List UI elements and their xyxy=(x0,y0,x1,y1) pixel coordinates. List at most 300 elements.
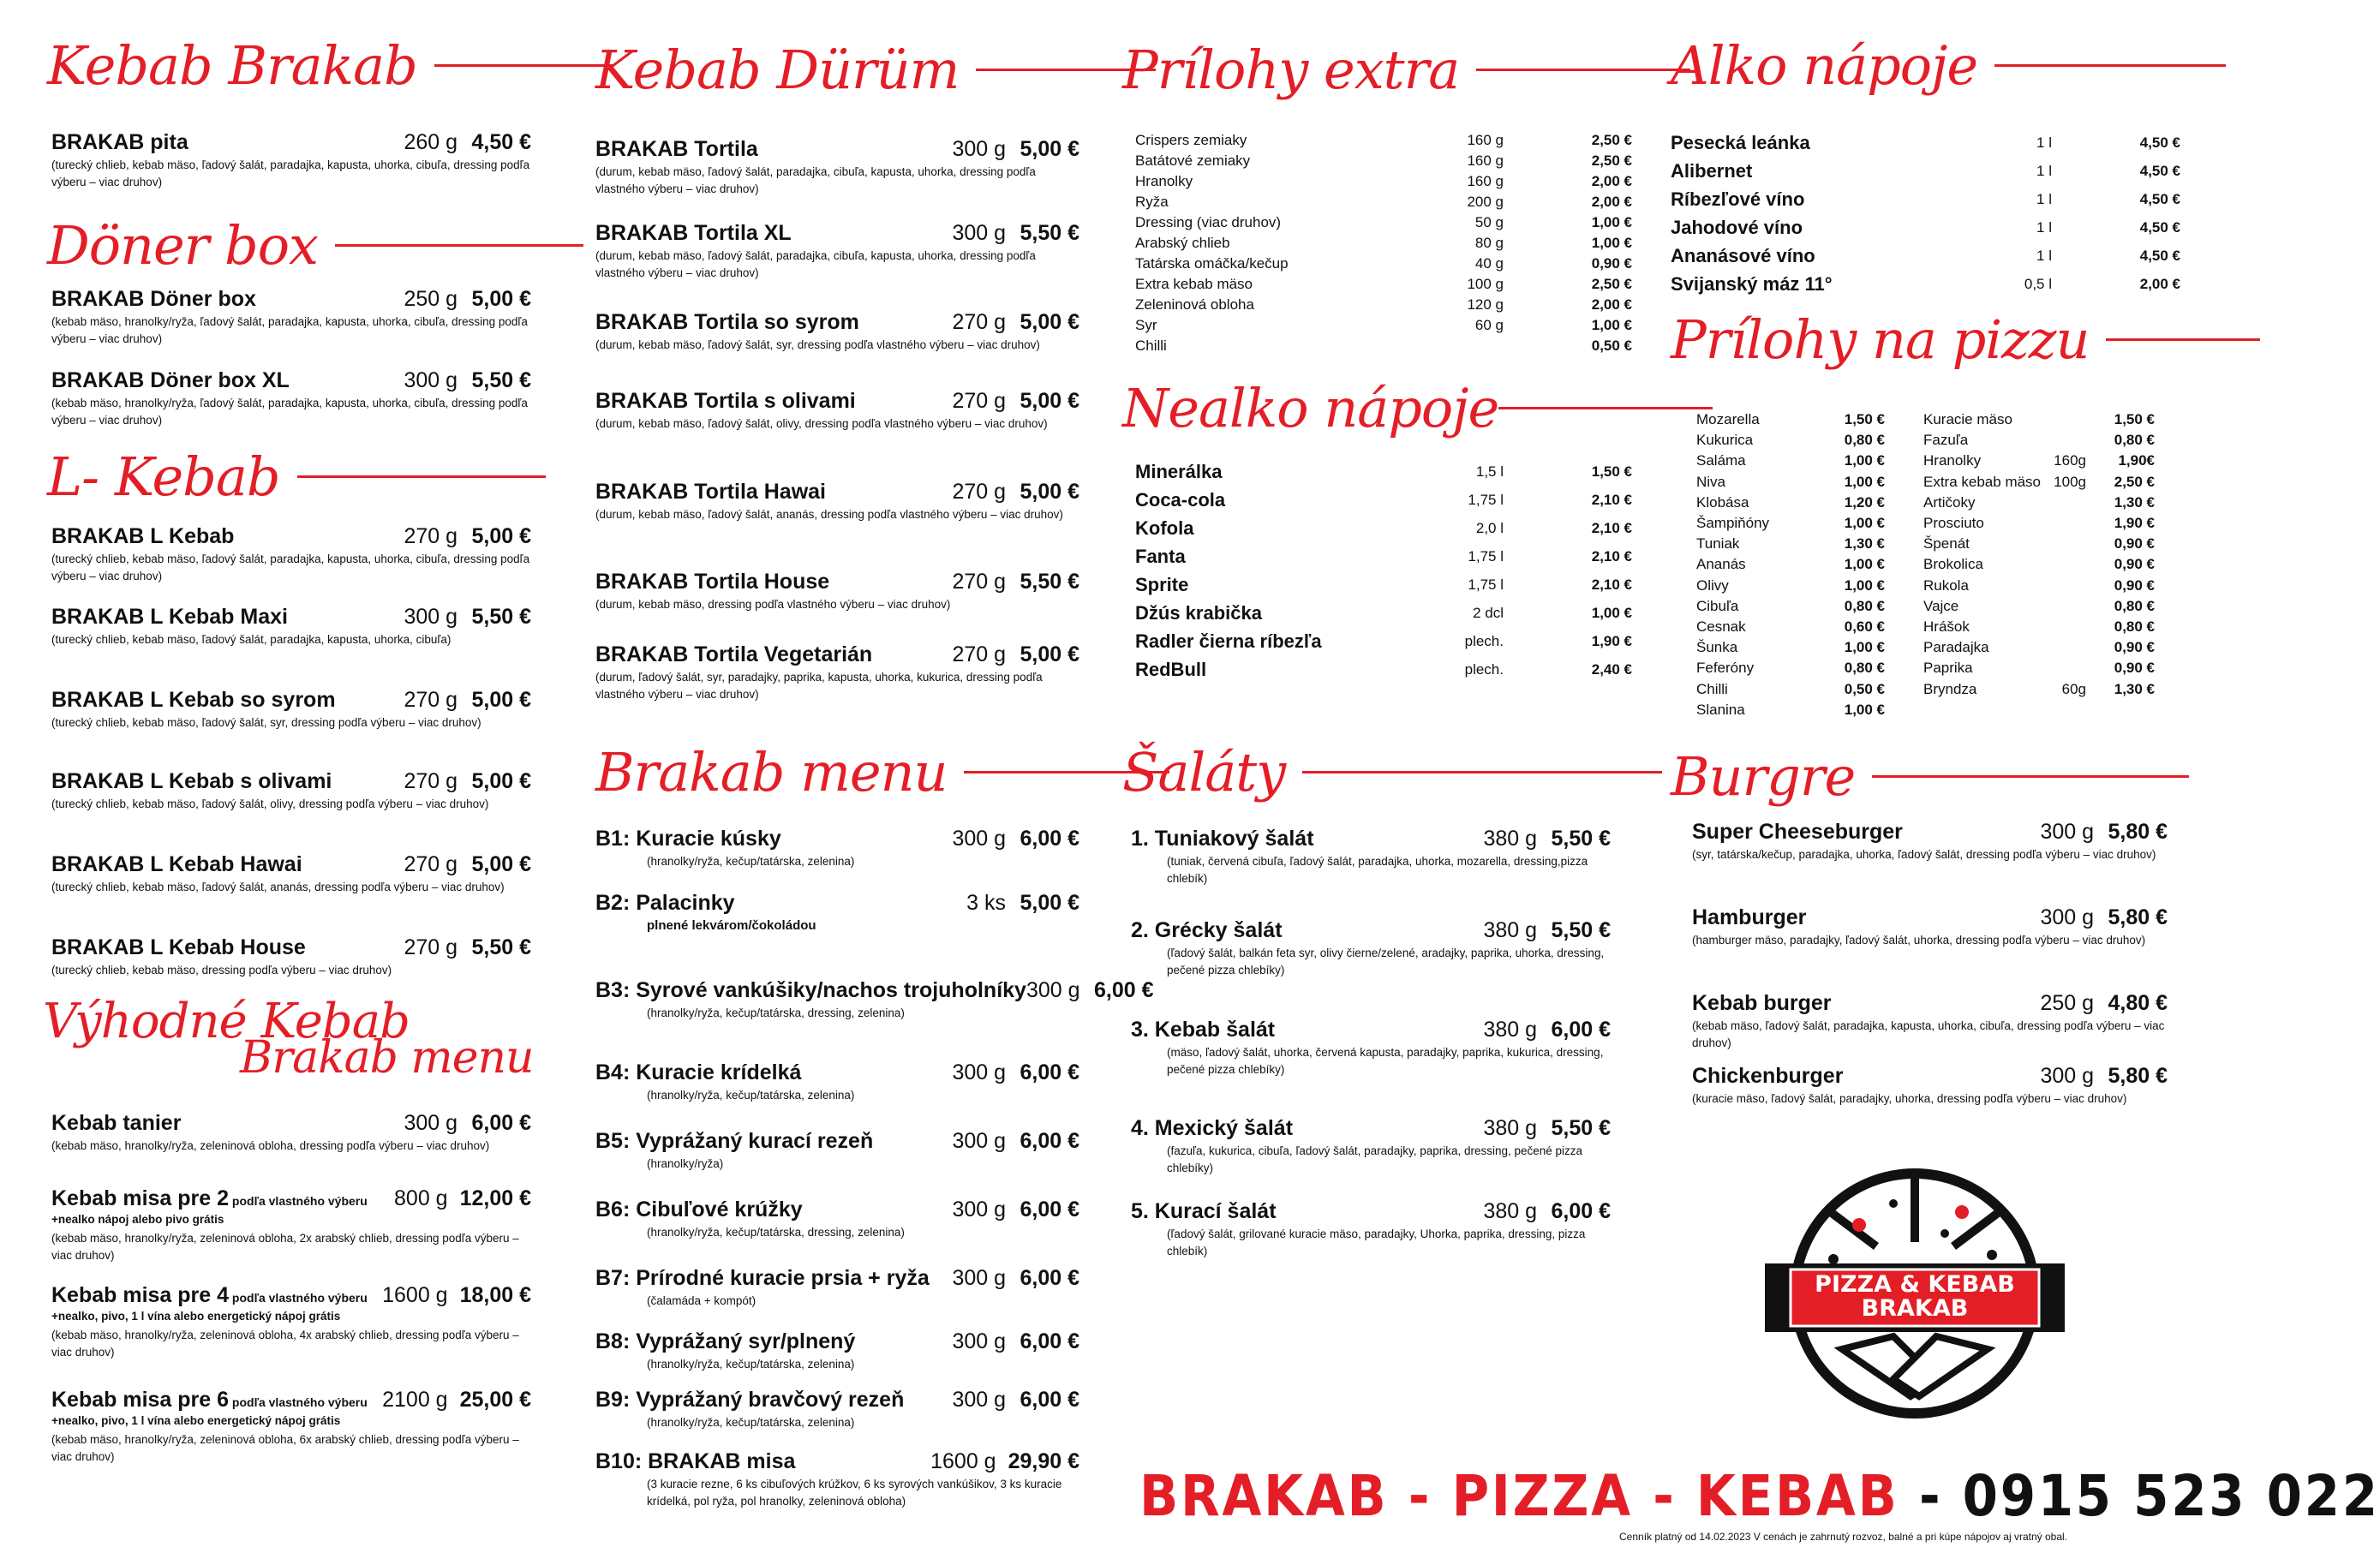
menu-item xyxy=(595,1198,1079,1241)
item-price: 5,00 € xyxy=(1020,891,1079,915)
item-name: Kebab misa pre 6 podľa vlastného výberu xyxy=(51,1388,368,1412)
pizza-toppings-right xyxy=(1923,409,2155,700)
row-price: 1,50 € xyxy=(1591,463,1632,480)
price-row xyxy=(1696,554,1885,575)
item-description: (hamburger mäso, paradajky, ľadový šalát, uhorka, dressing podľa výberu – viac druhov) xyxy=(1692,934,2146,947)
item-weight: 300 g xyxy=(952,1129,1006,1153)
section-header-pizza xyxy=(1671,308,2260,371)
row-price: 0,80 € xyxy=(1844,660,1885,677)
item-description: (turecký chlieb, kebab mäso, ľadový šalát, paradajka, kapusta, uhorka, cibuľa) xyxy=(51,633,451,646)
row-volume: 0,5 l xyxy=(2024,275,2052,292)
item-weight: 300 g xyxy=(1026,978,1080,1002)
item-name: BRAKAB L Kebab so syrom xyxy=(51,688,336,712)
section-header-alko xyxy=(1671,34,2226,97)
row-name: Extra kebab mäso xyxy=(1135,276,1253,292)
item-name: BRAKAB Tortila xyxy=(595,137,758,161)
item-weight: 270 g xyxy=(952,480,1006,504)
row-name: Kukurica xyxy=(1696,432,1754,449)
item-name: BRAKAB Döner box xyxy=(51,287,256,311)
row-volume: 1 l xyxy=(2036,134,2052,151)
item-weight: 300 g xyxy=(404,368,457,392)
item-description: (durum, kebab mäso, ľadový šalát, syr, dressing podľa vlastného výberu – viac druhov) xyxy=(595,338,1040,351)
item-weight: 270 g xyxy=(404,852,457,876)
row-price: 1,00 € xyxy=(1844,576,1885,594)
row-price: 2,10 € xyxy=(1591,519,1632,536)
item-weight: 250 g xyxy=(2040,991,2094,1015)
row-price: 2,50 € xyxy=(1591,276,1632,292)
menu-item xyxy=(51,852,531,896)
item-weight: 300 g xyxy=(404,1111,457,1135)
row-price: 2,00 € xyxy=(1591,296,1632,313)
menu-item xyxy=(595,480,1079,523)
item-price: 5,00 € xyxy=(471,688,531,712)
item-name: Kebab burger xyxy=(1692,991,1832,1015)
menu-item-line xyxy=(595,480,1079,505)
item-weight: 2100 g xyxy=(382,1388,448,1412)
item-weight: 300 g xyxy=(952,221,1006,245)
row-price: 1,50 € xyxy=(1844,411,1885,428)
row-price: 1,90 € xyxy=(2114,515,2155,532)
item-name: 4. Mexický šalát xyxy=(1131,1116,1294,1140)
menu-item xyxy=(1131,918,1611,979)
row-volume: 1 l xyxy=(2036,162,2052,179)
item-price: 5,50 € xyxy=(471,935,531,959)
item-description: (kebab mäso, hranolky/ryža, ľadový šalát, paradajka, kapusta, uhorka, cibuľa, dressing podľa výberu – viac druhov) xyxy=(51,397,528,427)
price-row xyxy=(1135,171,1632,192)
item-note: podľa vlastného výberu xyxy=(229,1395,368,1409)
row-price: 1,30 € xyxy=(2114,680,2155,697)
item-name: BRAKAB Tortila House xyxy=(595,570,830,594)
item-note: podľa vlastného výberu xyxy=(229,1291,368,1305)
price-row xyxy=(1923,493,2155,513)
row-price: 1,00 € xyxy=(1591,317,1632,333)
item-description: (hranolky/ryža) xyxy=(647,1157,724,1170)
menu-item xyxy=(1131,1116,1611,1177)
item-weight: 250 g xyxy=(404,287,457,311)
row-name: RedBull xyxy=(1135,658,1207,680)
row-price: 2,40 € xyxy=(1591,660,1632,678)
row-name: Klobása xyxy=(1696,493,1749,511)
item-description: (turecký chlieb, kebab mäso, ľadový šalát, olivy, dressing podľa výberu – viac druhov) xyxy=(51,797,489,810)
row-volume: 60 g xyxy=(1474,317,1504,333)
alcohol-table xyxy=(1671,128,2180,298)
row-price: 4,50 € xyxy=(2139,247,2180,264)
item-name: B2: Palacinky xyxy=(595,891,735,915)
divider xyxy=(335,244,583,247)
menu-item-line xyxy=(595,1129,1079,1154)
column-alko-pizza-burgers xyxy=(1645,0,2193,1559)
item-description: (hranolky/ryža, kečup/tatárska, dressing, zelenina) xyxy=(647,1226,905,1239)
price-row xyxy=(1923,576,2155,596)
item-weight: 1600 g xyxy=(382,1283,448,1307)
item-weight: 300 g xyxy=(2040,905,2094,929)
section-title: Döner box xyxy=(47,214,318,277)
menu-item xyxy=(1692,1064,2168,1108)
item-description: (3 kuracie rezne, 6 ks cibuľových krúžkov, 6 ks syrových vankúšikov, 3 ks kuracie krídelká, pol ryža, pol hranolky, zeleninová obloha) xyxy=(647,1478,1062,1508)
menu-item-line xyxy=(595,1198,1079,1222)
divider xyxy=(1872,775,2189,778)
section-header-nealko xyxy=(1122,377,1713,439)
item-description: (durum, kebab mäso, ľadový šalát, ananás, dressing podľa vlastného výberu – viac druhov) xyxy=(595,508,1063,521)
menu-item xyxy=(595,570,1079,613)
item-name: 5. Kurací šalát xyxy=(1131,1199,1277,1223)
menu-item-line xyxy=(595,978,1154,1003)
row-name: Tuniak xyxy=(1696,535,1740,553)
item-price: 5,50 € xyxy=(1551,1116,1611,1140)
extras-table xyxy=(1135,130,1632,356)
item-name: Hamburger xyxy=(1692,905,1807,929)
menu-item-line xyxy=(51,852,531,877)
item-price: 6,00 € xyxy=(1020,827,1079,851)
section-title: Kebab Brakab xyxy=(47,34,417,97)
item-weight: 3 ks xyxy=(966,891,1006,915)
row-volume: 1,5 l xyxy=(1475,463,1504,480)
price-row xyxy=(1135,486,1632,514)
row-price: 2,00 € xyxy=(2139,275,2180,292)
logo-line2: BRAKAB xyxy=(1861,1295,1969,1322)
item-description: (durum, kebab mäso, ľadový šalát, paradajka, cibuľa, kapusta, uhorka, dressing podľa vlastného výberu – viac druhov) xyxy=(595,249,1036,279)
price-row xyxy=(1696,493,1885,513)
row-volume: 160 g xyxy=(1467,173,1504,189)
row-price: 2,00 € xyxy=(1591,194,1632,210)
menu-item-line xyxy=(1131,1116,1611,1141)
row-name: Cesnak xyxy=(1696,618,1746,635)
price-row xyxy=(1135,295,1632,315)
row-volume: 160g xyxy=(2054,452,2086,469)
row-name: Džús krabička xyxy=(1135,601,1262,624)
item-price: 5,00 € xyxy=(471,769,531,793)
item-name: Kebab misa pre 2 podľa vlastného výberu xyxy=(51,1186,368,1210)
price-row xyxy=(1696,678,1885,699)
item-price: 5,00 € xyxy=(471,852,531,876)
menu-item xyxy=(595,137,1079,198)
row-price: 1,50 € xyxy=(2114,411,2155,428)
menu-item xyxy=(1131,1018,1611,1078)
item-name: BRAKAB pita xyxy=(51,130,188,154)
item-name: BRAKAB Tortila Vegetarián xyxy=(595,642,873,666)
row-name: Crispers zemiaky xyxy=(1135,132,1247,148)
row-name: Kuracie mäso xyxy=(1923,411,2012,428)
row-name: Jahodové víno xyxy=(1671,216,1803,238)
menu-item-line xyxy=(595,137,1079,162)
section-header-prilohy xyxy=(1122,39,1690,101)
menu-item xyxy=(595,1129,1079,1173)
menu-item-line xyxy=(51,524,531,549)
menu-item xyxy=(1692,905,2168,949)
item-name: Chickenburger xyxy=(1692,1064,1844,1088)
price-row xyxy=(1696,637,1885,658)
row-volume: 120 g xyxy=(1467,296,1504,313)
price-row xyxy=(1671,185,2180,213)
item-name: BRAKAB Tortila so syrom xyxy=(595,310,859,334)
item-weight: 300 g xyxy=(2040,1064,2094,1088)
menu-item-line xyxy=(595,642,1079,667)
price-row xyxy=(1135,233,1632,254)
price-row xyxy=(1696,472,1885,493)
menu-item xyxy=(51,1388,531,1466)
row-name: Dressing (viac druhov) xyxy=(1135,214,1282,230)
item-description: (turecký chlieb, kebab mäso, ľadový šalát, paradajka, kapusta, uhorka, cibuľa, dressing podľa výberu – viac druhov) xyxy=(51,158,530,188)
row-price: 0,80 € xyxy=(2114,432,2155,449)
price-row xyxy=(1135,151,1632,171)
menu-item-line xyxy=(1131,1199,1611,1224)
price-row xyxy=(1923,617,2155,637)
row-price: 0,90 € xyxy=(1591,255,1632,272)
row-price: 1,30 € xyxy=(2114,493,2155,511)
row-volume: 1,75 l xyxy=(1468,576,1504,593)
row-volume: 100 g xyxy=(1467,276,1504,292)
item-weight: 270 g xyxy=(952,570,1006,594)
section-header-durum xyxy=(595,39,1156,101)
row-price: 0,60 € xyxy=(1844,618,1885,635)
row-price: 4,50 € xyxy=(2139,190,2180,207)
price-row xyxy=(1923,430,2155,451)
row-name: Ananásové víno xyxy=(1671,244,1815,266)
row-name: Saláma xyxy=(1696,452,1746,469)
section-title: Prílohy na pizzu xyxy=(1671,308,2090,371)
menu-item-line xyxy=(595,570,1079,594)
item-name: B7: Prírodné kuracie prsia + ryža xyxy=(595,1266,930,1290)
section-header-burgre xyxy=(1671,745,2189,808)
menu-item xyxy=(51,769,531,813)
item-price: 5,50 € xyxy=(471,605,531,629)
item-description: (syr, tatárska/kečup, paradajka, uhorka, ľadový šalát, dressing podľa výberu – viac druhov) xyxy=(1692,848,2156,861)
row-volume: 1 l xyxy=(2036,218,2052,236)
price-row xyxy=(1696,658,1885,678)
row-name: Kofola xyxy=(1135,517,1194,539)
item-price: 4,50 € xyxy=(471,130,531,154)
item-weight: 1600 g xyxy=(930,1449,996,1473)
item-weight: 300 g xyxy=(404,605,457,629)
row-volume: 2 dcl xyxy=(1473,604,1504,621)
section-header-l-kebab xyxy=(47,445,546,508)
item-description: (čalamáda + kompót) xyxy=(647,1294,756,1307)
row-name: Hranolky xyxy=(1135,173,1193,189)
row-name: Tatárska omáčka/kečup xyxy=(1135,255,1289,272)
price-row xyxy=(1923,596,2155,617)
item-description: (hranolky/ryža, kečup/tatárska, zelenina) xyxy=(647,855,855,868)
item-price: 29,90 € xyxy=(1008,1449,1079,1473)
row-volume: 50 g xyxy=(1474,214,1504,230)
item-description: (ľadový šalát, balkán feta syr, olivy čierne/zelené, aradajky, paprika, uhorka, dressing, pečené pizza chlebíky) xyxy=(1167,947,1605,977)
pizza-toppings-left xyxy=(1696,409,1885,720)
menu-item xyxy=(595,642,1079,703)
item-name: BRAKAB L Kebab xyxy=(51,524,235,548)
row-name: Ryža xyxy=(1135,194,1169,210)
price-row xyxy=(1696,534,1885,554)
item-name: BRAKAB L Kebab Maxi xyxy=(51,605,288,629)
row-price: 1,90€ xyxy=(2118,452,2155,469)
item-description: (kebab mäso, ľadový šalát, paradajka, kapusta, uhorka, cibuľa, dressing podľa výberu – viac druhov) xyxy=(1692,1019,2165,1049)
item-bonus: +nealko nápoj alebo pivo grátis xyxy=(51,1213,224,1226)
menu-item xyxy=(51,524,531,585)
row-price: 1,00 € xyxy=(1844,556,1885,573)
menu-item-line xyxy=(51,688,531,713)
row-volume: 1,75 l xyxy=(1468,491,1504,508)
item-bonus: +nealko, pivo, 1 l vína alebo energetický nápoj grátis xyxy=(51,1414,341,1427)
row-price: 2,50 € xyxy=(1591,152,1632,169)
menu-item-line xyxy=(595,1266,1079,1291)
row-name: Arabský chlieb xyxy=(1135,235,1230,251)
item-weight: 270 g xyxy=(404,769,457,793)
item-price: 5,00 € xyxy=(471,287,531,311)
menu-item xyxy=(51,130,531,191)
phone-number: - 0915 523 022 xyxy=(1918,1463,2380,1529)
divider xyxy=(297,475,546,478)
item-bonus: +nealko, pivo, 1 l vína alebo energetický nápoj grátis xyxy=(51,1310,341,1323)
row-name: Fazuľa xyxy=(1923,432,1969,449)
section-subtitle: Brakab menu xyxy=(240,1032,534,1084)
item-weight: 270 g xyxy=(952,389,1006,413)
row-name: Chilli xyxy=(1135,337,1167,354)
row-price: 1,30 € xyxy=(1844,535,1885,553)
price-row xyxy=(1923,534,2155,554)
row-price: 1,00 € xyxy=(1844,639,1885,656)
menu-item xyxy=(1131,827,1611,887)
row-name: Fanta xyxy=(1135,545,1186,567)
menu-item xyxy=(595,978,1154,1022)
row-price: 1,00 € xyxy=(1844,473,1885,490)
item-weight: 270 g xyxy=(952,310,1006,334)
menu-item xyxy=(51,287,531,348)
price-row xyxy=(1923,451,2155,471)
item-description: (hranolky/ryža, kečup/tatárska, zelenina) xyxy=(647,1089,855,1102)
item-weight: 380 g xyxy=(1483,918,1537,942)
brakab-logo xyxy=(1756,1165,2073,1422)
row-price: 1,90 € xyxy=(1591,632,1632,649)
price-row xyxy=(1923,637,2155,658)
menu-item-line xyxy=(1692,991,2168,1016)
menu-item xyxy=(595,827,1079,870)
item-price: 18,00 € xyxy=(459,1283,531,1307)
row-name: Mozarella xyxy=(1696,411,1760,428)
item-price: 5,80 € xyxy=(2108,820,2168,844)
item-name: 3. Kebab šalát xyxy=(1131,1018,1276,1042)
item-name: BRAKAB L Kebab Hawai xyxy=(51,852,302,876)
row-price: 0,90 € xyxy=(2114,576,2155,594)
row-price: 1,00 € xyxy=(1844,452,1885,469)
item-name: B8: Vyprážaný syr/plnený xyxy=(595,1329,856,1353)
menu-item-line xyxy=(1692,820,2168,845)
row-name: Feferóny xyxy=(1696,660,1755,677)
item-name: B5: Vyprážaný kurací rezeň xyxy=(595,1129,874,1153)
section-title: Brakab menu xyxy=(595,741,948,803)
section-title: Burgre xyxy=(1671,745,1856,808)
row-price: 0,80 € xyxy=(1844,597,1885,614)
row-volume: 1 l xyxy=(2036,247,2052,264)
price-row xyxy=(1696,576,1885,596)
price-row xyxy=(1135,570,1632,599)
item-price: 5,50 € xyxy=(1020,221,1079,245)
row-price: 0,50 € xyxy=(1591,337,1632,354)
price-row xyxy=(1671,270,2180,298)
row-price: 0,90 € xyxy=(2114,639,2155,656)
section-title: Nealko nápoje xyxy=(1122,377,1499,439)
row-price: 1,00 € xyxy=(1844,701,1885,718)
item-weight: 260 g xyxy=(404,130,457,154)
row-name: Prosciuto xyxy=(1923,515,1984,532)
item-description: (hranolky/ryža, kečup/tatárska, dressing, zelenina) xyxy=(647,1006,905,1019)
menu-item-line xyxy=(51,605,531,630)
row-name: Niva xyxy=(1696,473,1726,490)
item-description: (kebab mäso, hranolky/ryža, zeleninová obloha, 2x arabský chlieb, dressing podľa výberu – viac druhov) xyxy=(51,1232,519,1262)
item-name: 1. Tuniakový šalát xyxy=(1131,827,1314,851)
divider xyxy=(1302,771,1662,774)
row-name: Vajce xyxy=(1923,597,1959,614)
item-description: (durum, kebab mäso, ľadový šalát, olivy, dressing podľa vlastného výberu – viac druhov) xyxy=(595,417,1048,430)
item-price: 6,00 € xyxy=(1094,978,1154,1002)
row-price: 0,80 € xyxy=(2114,597,2155,614)
item-description: (durum, ľadový šalát, syr, paradajky, paprika, kapusta, uhorka, kukurica, dressing podľa vlastného výberu – viac druhov) xyxy=(595,671,1043,701)
item-price: 4,80 € xyxy=(2108,991,2168,1015)
row-name: Šampiňóny xyxy=(1696,515,1770,532)
item-weight: 300 g xyxy=(952,1198,1006,1222)
menu-item-line xyxy=(51,130,531,155)
item-weight: 300 g xyxy=(952,1060,1006,1084)
row-name: Pesecká leánka xyxy=(1671,131,1810,153)
row-volume: plech. xyxy=(1464,660,1504,678)
row-volume: 2,0 l xyxy=(1475,519,1504,536)
price-row xyxy=(1135,130,1632,151)
item-price: 25,00 € xyxy=(459,1388,531,1412)
row-name: Coca-cola xyxy=(1135,488,1226,511)
section-title: Alko nápoje xyxy=(1671,34,1978,97)
item-description: (hranolky/ryža, kečup/tatárska, zelenina) xyxy=(647,1416,855,1429)
price-row xyxy=(1671,157,2180,185)
row-price: 2,10 € xyxy=(1591,576,1632,593)
row-name: Paprika xyxy=(1923,660,1973,677)
divider xyxy=(2106,338,2260,341)
item-price: 5,80 € xyxy=(2108,905,2168,929)
item-name: BRAKAB Tortila XL xyxy=(595,221,792,245)
row-name: Brokolica xyxy=(1923,556,1983,573)
menu-item xyxy=(51,688,531,732)
row-name: Šunka xyxy=(1696,639,1738,656)
row-price: 1,20 € xyxy=(1844,493,1885,511)
menu-item-line xyxy=(595,1388,1079,1413)
item-description: (kuracie mäso, ľadový šalát, paradajky, uhorka, dressing podľa výberu – viac druhov) xyxy=(1692,1092,2127,1105)
row-price: 4,50 € xyxy=(2139,162,2180,179)
row-price: 0,50 € xyxy=(1844,680,1885,697)
item-weight: 270 g xyxy=(404,688,457,712)
row-name: Sprite xyxy=(1135,573,1189,595)
row-name: Paradajka xyxy=(1923,639,1989,656)
menu-item-line xyxy=(595,827,1079,851)
price-row xyxy=(1923,678,2155,699)
item-price: 12,00 € xyxy=(459,1186,531,1210)
row-price: 2,10 € xyxy=(1591,491,1632,508)
item-price: 6,00 € xyxy=(1551,1199,1611,1223)
item-name: B1: Kuracie kúsky xyxy=(595,827,781,851)
menu-item xyxy=(595,1266,1079,1310)
item-price: 6,00 € xyxy=(1020,1266,1079,1290)
menu-item-line xyxy=(51,1186,531,1211)
item-description: (mäso, ľadový šalát, uhorka, červená kapusta, paradajky, paprika, kukurica, dressing, pečené pizza chlebíky) xyxy=(1167,1046,1604,1076)
row-name: Extra kebab mäso xyxy=(1923,473,2042,490)
section-header-vyhodne xyxy=(43,994,533,1084)
price-row xyxy=(1696,513,1885,534)
item-note: podľa vlastného výberu xyxy=(229,1194,368,1208)
price-row xyxy=(1135,542,1632,570)
item-description: (ľadový šalát, grilované kuracie mäso, paradajky, Uhorka, paprika, dressing, pizza chlebík) xyxy=(1167,1227,1586,1257)
menu-item xyxy=(51,605,531,648)
menu-item xyxy=(1692,991,2168,1052)
item-price: 5,50 € xyxy=(1020,570,1079,594)
item-price: 5,00 € xyxy=(471,524,531,548)
menu-item-line xyxy=(51,1283,531,1308)
menu-item xyxy=(595,1388,1079,1431)
item-price: 5,00 € xyxy=(1020,137,1079,161)
